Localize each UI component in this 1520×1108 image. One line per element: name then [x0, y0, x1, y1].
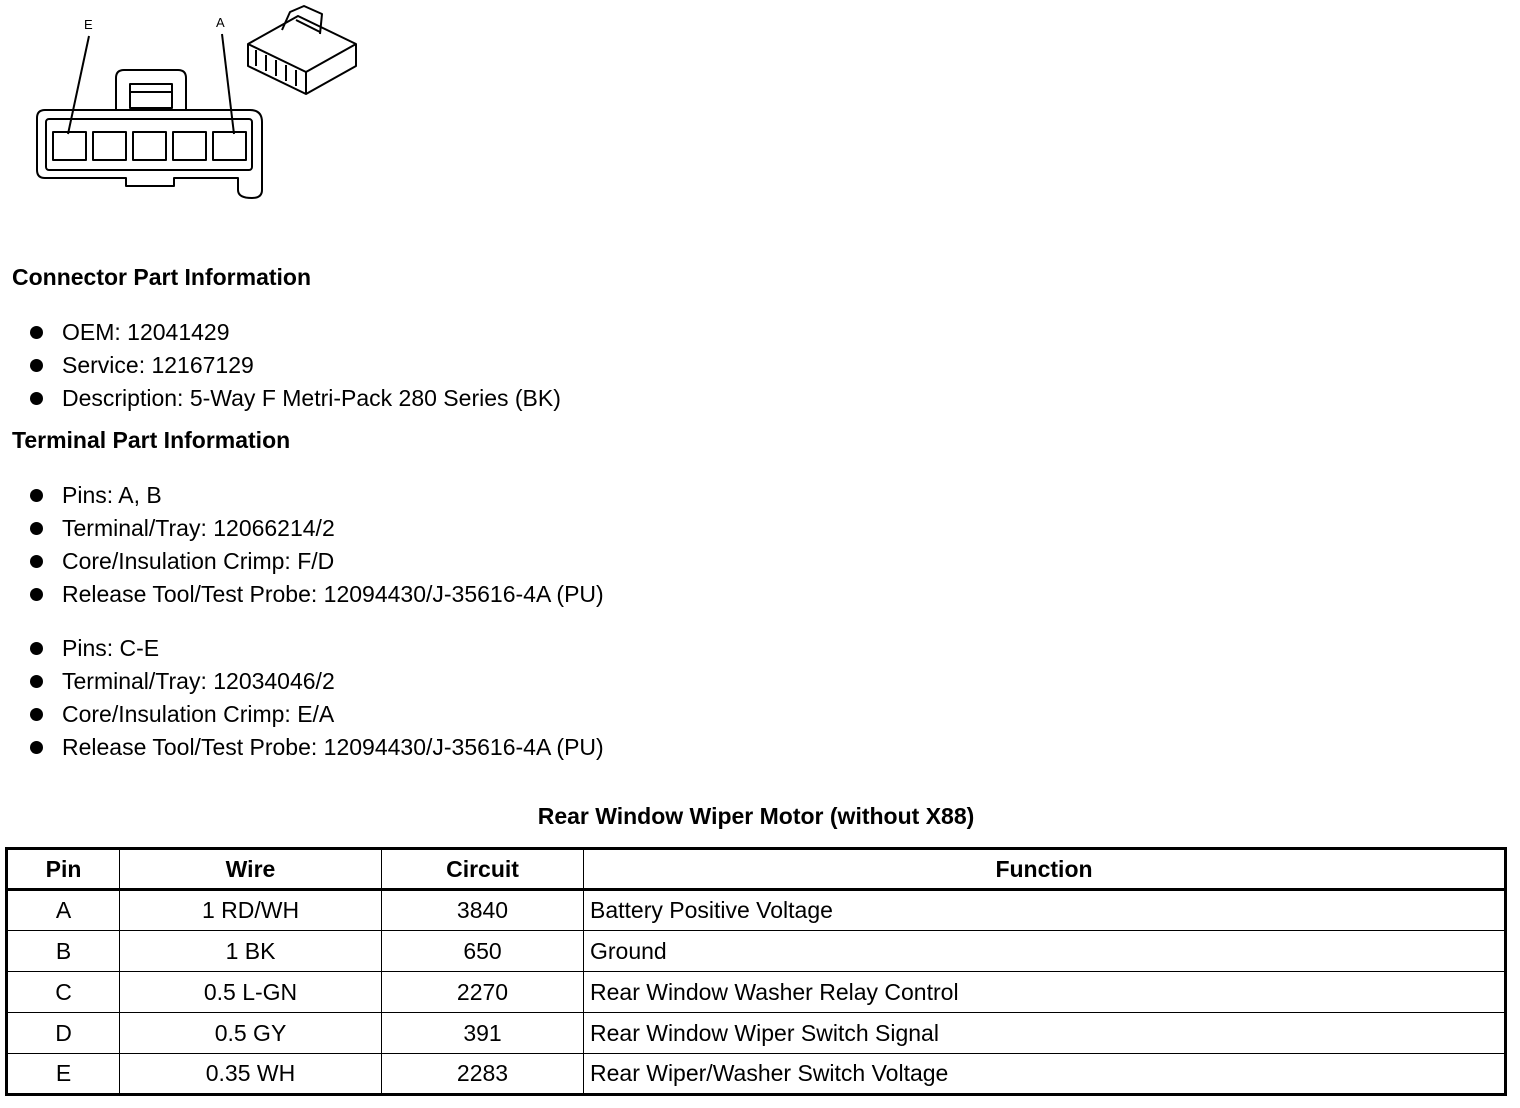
terminal-info-list-2 — [30, 632, 604, 764]
terminal-info-list-1 — [30, 479, 604, 611]
cell-function: Rear Window Wiper Switch Signal — [584, 1013, 1506, 1054]
cell-wire: 1 RD/WH — [120, 890, 382, 931]
list-item: Description: 5-Way F Metri-Pack 280 Series (BK) — [30, 382, 561, 415]
header-wire: Wire — [120, 849, 382, 890]
header-circuit: Circuit — [382, 849, 584, 890]
bullet-icon — [30, 326, 43, 339]
cell-wire: 0.35 WH — [120, 1054, 382, 1095]
terminal-info-heading: Terminal Part Information — [12, 427, 291, 453]
list-item: Service: 12167129 — [30, 349, 561, 382]
table-row — [7, 890, 1506, 931]
header-pin: Pin — [7, 849, 120, 890]
table-row — [7, 931, 1506, 972]
cell-function: Battery Positive Voltage — [584, 890, 1506, 931]
cell-wire: 1 BK — [120, 931, 382, 972]
cell-pin: D — [7, 1013, 120, 1054]
list-item: Release Tool/Test Probe: 12094430/J-35616-4A (PU) — [30, 578, 604, 611]
bullet-icon — [30, 708, 43, 721]
cell-pin: A — [7, 890, 120, 931]
cell-wire: 0.5 L-GN — [120, 972, 382, 1013]
connector-diagram — [0, 0, 400, 215]
bullet-icon — [30, 489, 43, 502]
table-row — [7, 1013, 1506, 1054]
table-row — [7, 972, 1506, 1013]
cell-circuit: 650 — [382, 931, 584, 972]
cell-function: Ground — [584, 931, 1506, 972]
list-item: OEM: 12041429 — [30, 316, 561, 349]
pin-label-e: E — [84, 17, 93, 32]
cell-circuit: 2283 — [382, 1054, 584, 1095]
table-title: Rear Window Wiper Motor (without X88) — [537, 803, 975, 829]
bullet-icon — [30, 522, 43, 535]
bullet-icon — [30, 555, 43, 568]
cell-pin: B — [7, 931, 120, 972]
cell-pin: E — [7, 1054, 120, 1095]
pin-label-a: A — [216, 15, 225, 30]
list-item: Core/Insulation Crimp: E/A — [30, 698, 604, 731]
bullet-icon — [30, 392, 43, 405]
table-row — [7, 1054, 1506, 1095]
header-function: Function — [584, 849, 1506, 890]
cell-function: Rear Window Washer Relay Control — [584, 972, 1506, 1013]
list-item: Release Tool/Test Probe: 12094430/J-35616-4A (PU) — [30, 731, 604, 764]
connector-info-heading: Connector Part Information — [12, 264, 312, 290]
cell-wire: 0.5 GY — [120, 1013, 382, 1054]
table-header-row — [7, 849, 1506, 890]
bullet-icon — [30, 675, 43, 688]
cell-pin: C — [7, 972, 120, 1013]
pinout-table — [5, 847, 1507, 1096]
list-item: Terminal/Tray: 12034046/2 — [30, 665, 604, 698]
list-item: Pins: C-E — [30, 632, 604, 665]
list-item: Core/Insulation Crimp: F/D — [30, 545, 604, 578]
bullet-icon — [30, 588, 43, 601]
list-item: Pins: A, B — [30, 479, 604, 512]
bullet-icon — [30, 359, 43, 372]
list-item: Terminal/Tray: 12066214/2 — [30, 512, 604, 545]
bullet-icon — [30, 741, 43, 754]
cell-circuit: 391 — [382, 1013, 584, 1054]
cell-function: Rear Wiper/Washer Switch Voltage — [584, 1054, 1506, 1095]
connector-info-list — [30, 316, 561, 415]
cell-circuit: 3840 — [382, 890, 584, 931]
cell-circuit: 2270 — [382, 972, 584, 1013]
bullet-icon — [30, 642, 43, 655]
connector-isometric-icon — [248, 6, 356, 94]
